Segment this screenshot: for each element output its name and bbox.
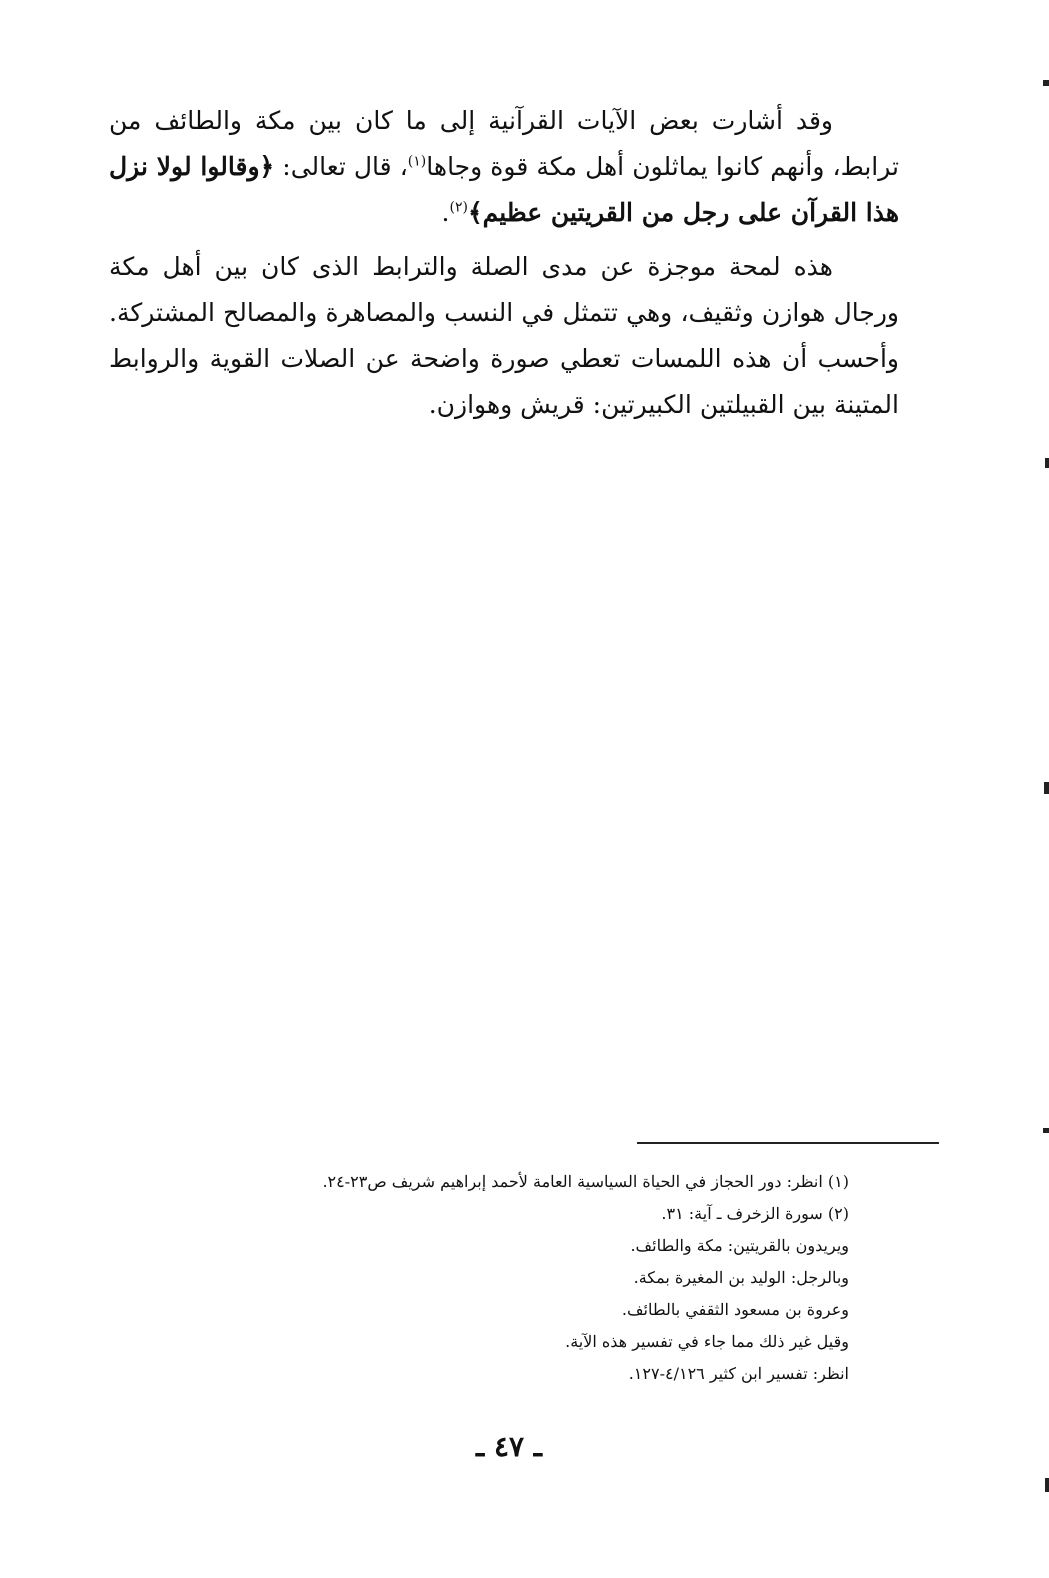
footnote-line: ويريدون بالقريتين: مكة والطائف. xyxy=(630,1236,849,1255)
paragraph-1-end: . xyxy=(441,198,450,227)
footnotes xyxy=(249,1166,849,1390)
scan-margin-mark xyxy=(1045,1478,1049,1492)
footnote-divider xyxy=(637,1142,939,1144)
paragraph-1-text-continued: ، قال تعالى: xyxy=(274,152,408,181)
page-number: ـ ٤٧ ـ xyxy=(476,1430,542,1463)
paragraph-2 xyxy=(109,244,899,428)
paragraph-2-text: هذه لمحة موجزة عن مدى الصلة والترابط الذى كان بين أهل مكة ورجال هوازن وثقيف، وهي تتمثل في النسب والمصاهرة والمصالح المشتركة. وأحسب أن هذه اللمسات تعطي صورة واضحة عن الصلات القوية والروابط المتينة بين القبيلتين الكبيرتين: قريش وهوازن. xyxy=(109,252,899,419)
footnote-line: (١) انظر: دور الحجاز في الحياة السياسية العامة لأحمد إبراهيم شريف ص٢٣-٢٤. xyxy=(322,1172,849,1191)
paragraph-1 xyxy=(109,98,899,236)
scan-margin-mark xyxy=(1043,1128,1049,1133)
footnote-ref-1: (١) xyxy=(407,153,427,170)
quran-quote: ﴿وقالوا لولا نزل هذا القرآن على رجل من القريتين عظيم﴾ xyxy=(109,152,899,227)
scan-margin-mark xyxy=(1043,80,1049,86)
main-text xyxy=(109,98,899,428)
paragraph-1-text: وقد أشارت بعض الآيات القرآنية إلى ما كان بين مكة والطائف من ترابط، وأنهم كانوا يماثلون أهل مكة قوة وجاها xyxy=(109,106,899,181)
footnote-line: وبالرجل: الوليد بن المغيرة بمكة. xyxy=(633,1268,849,1287)
footnote-line: (٢) سورة الزخرف ـ آية: ٣١. xyxy=(661,1204,849,1223)
footnote-line: وعروة بن مسعود الثقفي بالطائف. xyxy=(621,1300,849,1319)
scan-margin-mark xyxy=(1044,782,1049,794)
footnote-line: وقيل غير ذلك مما جاء في تفسير هذه الآية. xyxy=(565,1332,849,1351)
footnote-ref-2: (٢) xyxy=(449,199,468,216)
footnote-line: انظر: تفسير ابن كثير ٤/١٢٦-١٢٧. xyxy=(628,1364,849,1383)
scan-margin-mark xyxy=(1045,458,1049,468)
